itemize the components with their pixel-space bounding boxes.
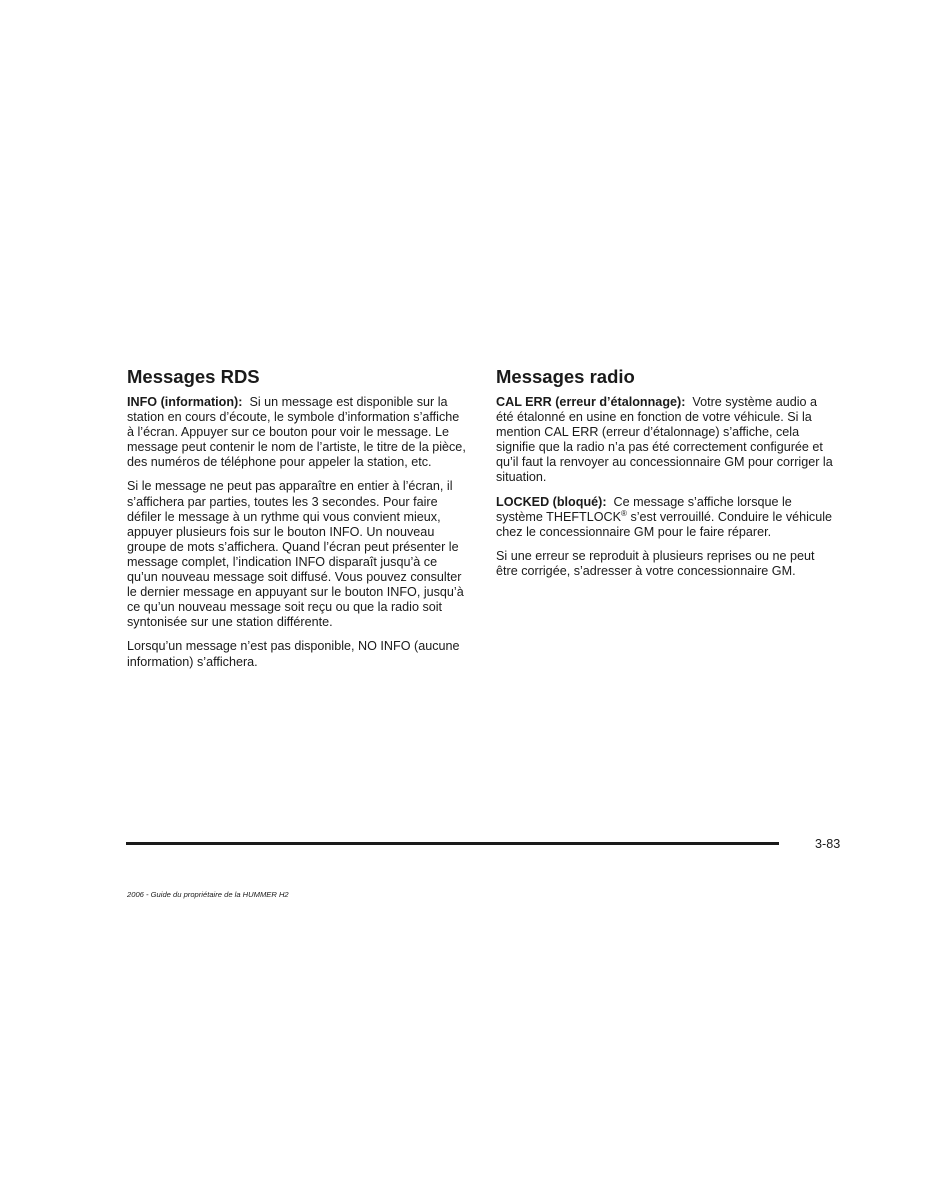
registered-mark: ® — [621, 508, 627, 518]
locked-paragraph — [496, 495, 836, 540]
no-info-paragraph: Lorsqu’un message n’est pas disponible, NO INFO (aucune information) s’affichera. — [127, 639, 460, 669]
footer-rule — [126, 842, 779, 845]
section-title-messages-radio: Messages radio — [496, 366, 635, 387]
locked-text-b: s’est verrouillé. Conduire le véhicule chez le concessionnaire GM pour le faire réparer. — [496, 509, 833, 539]
page-number: 3-83 — [815, 837, 841, 851]
info-text: Si un message est disponible sur la station en cours d’écoute, le symbole d’information s’affiche à l’écran. Appuyer sur ce bouton pour voir le message. Le message peut contenir le nom de l’artiste, le titre de la pièce, des numéros de téléphone pour appeler la station, etc. — [127, 395, 466, 470]
footer-text: 2006 - Guide du propriétaire de la HUMMER H2 — [127, 890, 289, 899]
section-title-messages-rds: Messages RDS — [127, 366, 260, 387]
scroll-paragraph: Si le message ne peut pas apparaître en entier à l’écran, il s’affichera par parties, toutes les 3 secondes. Pour faire défiler le message à un rythme qui vous convient mieux, appuyer plusieurs fois sur le bouton INFO. Un nouveau groupe de mots s’affichera. Quand l’écran peut présenter le message complet, l’indication INFO disparaît jusqu’à ce qu’un nouveau message soit diffusé. Vous pouvez consulter le dernier message en appuyant sur le bouton INFO, jusqu’à ce qu’un nouveau message soit reçu ou que la radio soit syntonisée sur une station différente. — [127, 479, 464, 630]
cal-err-lead: CAL ERR (erreur d’étalonnage): — [496, 395, 686, 409]
locked-lead: LOCKED (bloqué): — [496, 494, 607, 509]
cal-err-text: Votre système audio a été étalonné en usine en fonction de votre véhicule. Si la mention CAL ERR (erreur d’étalonnage) s’affiche, cela signifie que la radio n’a pas été correctement configurée et qu’il faut la renvoyer au concessionnaire GM pour corriger la situation. — [496, 395, 833, 485]
locked-text-a: Ce message s’affiche lorsque le système THEFTLOCK — [496, 494, 792, 524]
right-column — [496, 366, 836, 588]
cal-err-paragraph — [496, 395, 836, 486]
repeat-error-paragraph: Si une erreur se reproduit à plusieurs reprises ou ne peut être corrigée, s’adresser à votre concessionnaire GM. — [496, 548, 815, 578]
left-column — [127, 366, 467, 679]
info-lead: INFO (information): — [127, 395, 243, 409]
info-paragraph — [127, 395, 467, 470]
